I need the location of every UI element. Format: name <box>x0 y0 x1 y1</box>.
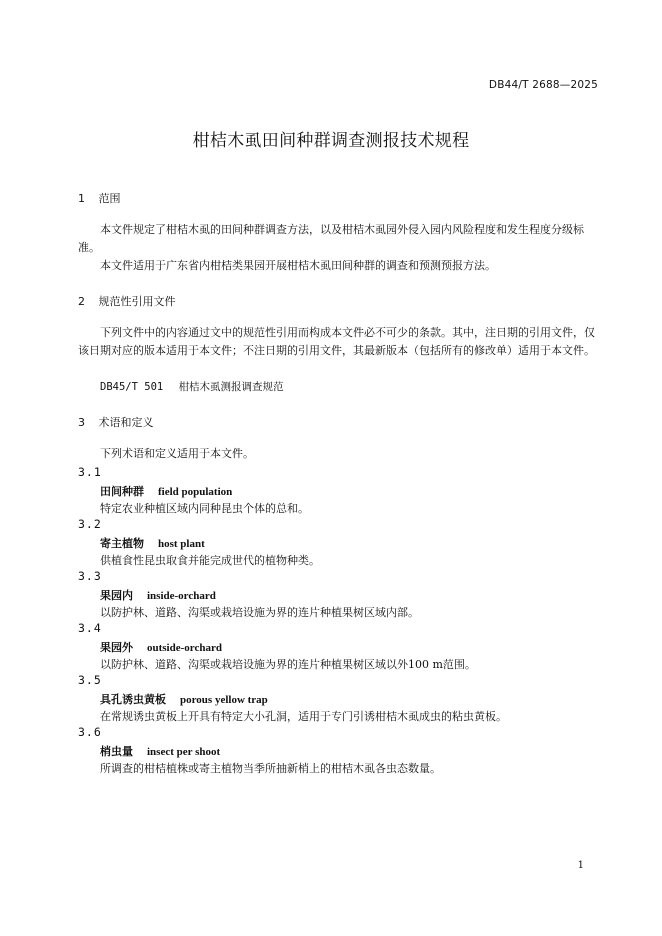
term-definition: 以防护林、道路、沟渠或栽培设施为界的连片种植果树区域内部。 <box>100 606 419 619</box>
term-name <box>100 639 222 655</box>
section-title: 范围 <box>98 192 121 205</box>
term-number: 3.1 <box>78 465 102 479</box>
term-number: 3.4 <box>78 621 102 635</box>
term-name <box>100 743 220 759</box>
term-english: host plant <box>158 538 205 550</box>
section-title: 规范性引用文件 <box>98 295 176 308</box>
term-name <box>100 483 232 499</box>
section-1-paragraph-2: 本文件适用于广东省内柑桔类果园开展柑桔木虱田间种群的调查和预测预报方法。 <box>100 259 496 272</box>
page-number: 1 <box>577 860 584 871</box>
term-number: 3.5 <box>78 673 102 687</box>
section-number: 3 <box>78 416 85 429</box>
section-number: 2 <box>78 295 85 308</box>
section-2-heading <box>78 293 176 309</box>
reference-title: 柑桔木虱测报调查规范 <box>178 381 284 393</box>
term-chinese: 田间种群 <box>100 485 144 498</box>
section-3-heading <box>78 414 154 430</box>
term-definition: 所调查的柑桔植株或寄主植物当季所抽新梢上的柑桔木虱各虫态数量。 <box>100 762 441 775</box>
term-number: 3.6 <box>78 725 102 739</box>
term-definition: 在常规诱虫黄板上开具有特定大小孔洞，适用于专门引诱柑桔木虱成虫的粘虫黄板。 <box>100 710 507 723</box>
section-number: 1 <box>78 192 85 205</box>
term-definition: 特定农业种植区域内同种昆虫个体的总和。 <box>100 502 309 515</box>
term-name <box>100 587 216 603</box>
term-chinese: 果园内 <box>100 589 133 602</box>
term-english: inside-orchard <box>147 590 216 602</box>
normative-reference <box>100 379 284 394</box>
section-1-heading <box>78 190 121 206</box>
term-definition: 供植食性昆虫取食并能完成世代的植物种类。 <box>100 554 320 567</box>
term-definition: 以防护林、道路、沟渠或栽培设施为界的连片种植果树区域以外100 m范围。 <box>100 658 476 671</box>
term-english: field population <box>158 486 233 498</box>
page-title: 柑桔木虱田间种群调查测报技术规程 <box>192 131 470 151</box>
term-number: 3.2 <box>78 517 102 531</box>
term-english: insect per shoot <box>147 746 221 758</box>
term-name <box>100 691 268 707</box>
term-chinese: 具孔诱虫黄板 <box>100 693 166 706</box>
reference-code: DB45/T 501 <box>100 381 164 393</box>
term-english: porous yellow trap <box>180 694 268 706</box>
section-title: 术语和定义 <box>98 416 154 429</box>
standard-code: DB44/T 2688—2025 <box>488 79 598 91</box>
section-1-paragraph-1: 本文件规定了柑桔木虱的田间种群调查方法，以及柑桔木虱园外侵入园内风险程度和发生程度分级标准。 <box>78 223 584 254</box>
term-chinese: 寄主植物 <box>100 537 144 550</box>
section-2-paragraph-1: 下列文件中的内容通过文中的规范性引用而构成本文件必不可少的条款。其中，注日期的引用文件，仅该日期对应的版本适用于本文件；不注日期的引用文件，其最新版本（包括所有的修改单）适用于本文件。 <box>78 326 595 357</box>
term-chinese: 梢虫量 <box>100 745 133 758</box>
term-number: 3.3 <box>78 569 102 583</box>
term-name <box>100 535 205 551</box>
term-chinese: 果园外 <box>100 641 133 654</box>
term-english: outside-orchard <box>147 642 222 654</box>
section-3-intro: 下列术语和定义适用于本文件。 <box>100 447 254 460</box>
